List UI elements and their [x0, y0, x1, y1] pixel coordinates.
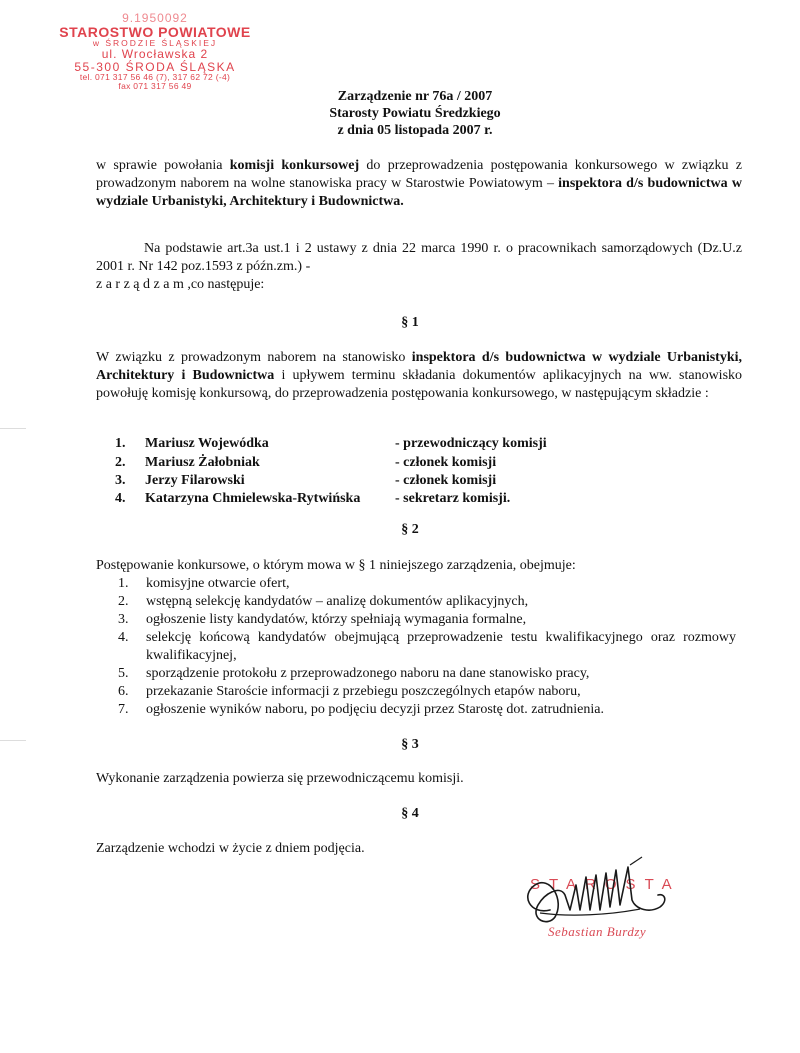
signature-stamp-title: STAROSTA — [530, 876, 681, 893]
intro-bold-2: inspektora d/s budownictwa w wydziale Urbanistyki, Architektury i Budownictwa. — [96, 176, 743, 209]
stamp-postal: 55-300 ŚRODA ŚLĄSKA — [74, 59, 236, 74]
order-spaced: z a r z ą d z a m — [96, 277, 184, 292]
scope-text: selekcję końcową kandydatów obejmującą przeprowadzenie testu kwalifikacyjnego oraz rozmowy kwalifikacyjnej, — [146, 630, 736, 663]
member-role: - członek komisji — [395, 473, 497, 488]
section-1-heading: § 1 — [401, 315, 419, 330]
scope-number: 4. — [118, 630, 129, 645]
title-line-1: Zarządzenie nr 76a / 2007 — [337, 89, 493, 104]
s1-text-2: i upływem terminu składania dokumentów aplikacyjnych na ww. stanowisko powołuję komisję konkursową, do przeprowadzenia postępowania konkursowego, w następującym składzie : — [96, 368, 743, 401]
section-4-text: Zarządzenie wchodzi w życie z dniem podjęcia. — [96, 841, 365, 856]
member-number: 2. — [115, 455, 126, 470]
scope-number: 2. — [118, 594, 129, 609]
scope-number: 1. — [118, 576, 129, 591]
intro-text-2: do przeprowadzenia postępowania konkursowego w związku z prowadzonym naborem na wolne stanowiska pracy w Starostwie Powiatowym – — [96, 158, 742, 191]
member-name: Mariusz Żałobniak — [145, 455, 260, 470]
section-2-heading: § 2 — [401, 522, 419, 537]
member-row-4 — [115, 490, 510, 508]
scope-text: ogłoszenie wyników naboru, po podjęciu decyzji przez Starostę dot. zatrudnienia. — [146, 702, 604, 717]
scope-number: 3. — [118, 612, 129, 627]
section-4-heading: § 4 — [401, 806, 419, 821]
section-2-intro: Postępowanie konkursowe, o którym mowa w § 1 niniejszego zarządzenia, obejmuje: — [96, 558, 576, 573]
member-number: 3. — [115, 473, 126, 488]
scope-text: ogłoszenie listy kandydatów, którzy spełniają wymagania formalne, — [146, 612, 527, 627]
order-line — [96, 276, 742, 294]
stamp-fax: fax 071 317 56 49 — [118, 81, 192, 92]
scope-text: sporządzenie protokołu z przeprowadzonego naboru na dane stanowisko pracy, — [146, 666, 590, 681]
member-row-2 — [115, 454, 496, 472]
intro-bold-1: komisji konkursowej — [229, 158, 360, 173]
section-3-text: Wykonanie zarządzenia powierza się przewodniczącemu komisji. — [96, 771, 464, 786]
signature-name-stamp: Sebastian Burdzy — [548, 924, 647, 939]
member-number: 4. — [115, 491, 126, 506]
scope-number: 7. — [118, 702, 129, 717]
title-line-2: Starosty Powiatu Średzkiego — [329, 106, 501, 121]
s1-text-1: W związku z prowadzonym naborem na stanowisko — [96, 350, 412, 365]
section-1-paragraph — [96, 349, 742, 403]
member-role: - członek komisji — [395, 455, 497, 470]
stamp-tel: tel. 071 317 56 46 (7), 317 62 72 (-4) — [79, 72, 231, 83]
stamp-street: ul. Wrocławska 2 — [101, 47, 209, 62]
member-role: - sekretarz komisji. — [395, 491, 511, 506]
member-name: Jerzy Filarowski — [145, 473, 245, 488]
margin-tick — [0, 740, 26, 741]
scope-text: wstępną selekcję kandydatów – analizę dokumentów aplikacyjnych, — [146, 594, 529, 609]
handwritten-signature — [510, 855, 680, 935]
section-3-heading: § 3 — [401, 737, 419, 752]
document-title — [300, 88, 530, 139]
legal-basis-text: Na podstawie art.3a ust.1 i 2 ustawy z dnia 22 marca 1990 r. o pracownikach samorządowych (Dz.U.z 2001 r. Nr 142 poz.1593 z późn.zm.) - — [96, 241, 742, 274]
member-number: 1. — [115, 436, 126, 451]
scope-text: przekazanie Staroście informacji z przebiegu poszczególnych etapów naboru, — [146, 684, 581, 699]
legal-basis-paragraph — [96, 240, 742, 276]
member-role: - przewodniczący komisji — [395, 436, 547, 451]
margin-tick — [0, 428, 26, 429]
member-name: Mariusz Wojewódka — [145, 436, 269, 451]
scope-number: 5. — [118, 666, 129, 681]
member-row-3 — [115, 472, 496, 490]
member-name: Katarzyna Chmielewska-Rytwińska — [145, 491, 361, 506]
scope-number: 6. — [118, 684, 129, 699]
stamp-city-line: w ŚRODZIE ŚLĄSKIEJ — [92, 38, 218, 49]
stamp-office-name: STAROSTWO POWIATOWE — [59, 23, 251, 40]
member-row-1 — [115, 435, 547, 453]
intro-paragraph — [96, 157, 742, 211]
office-stamp — [40, 12, 270, 91]
intro-text-1: w sprawie powołania — [96, 158, 230, 173]
order-tail: ,co następuje: — [183, 277, 265, 292]
title-line-3: z dnia 05 listopada 2007 r. — [337, 123, 493, 138]
s1-bold: inspektora d/s budownictwa w wydziale Urbanistyki, Architektury i Budownictwa — [96, 350, 742, 383]
scope-text: komisyjne otwarcie ofert, — [146, 576, 290, 591]
stamp-reg-number: 9.1950092 — [122, 11, 188, 25]
